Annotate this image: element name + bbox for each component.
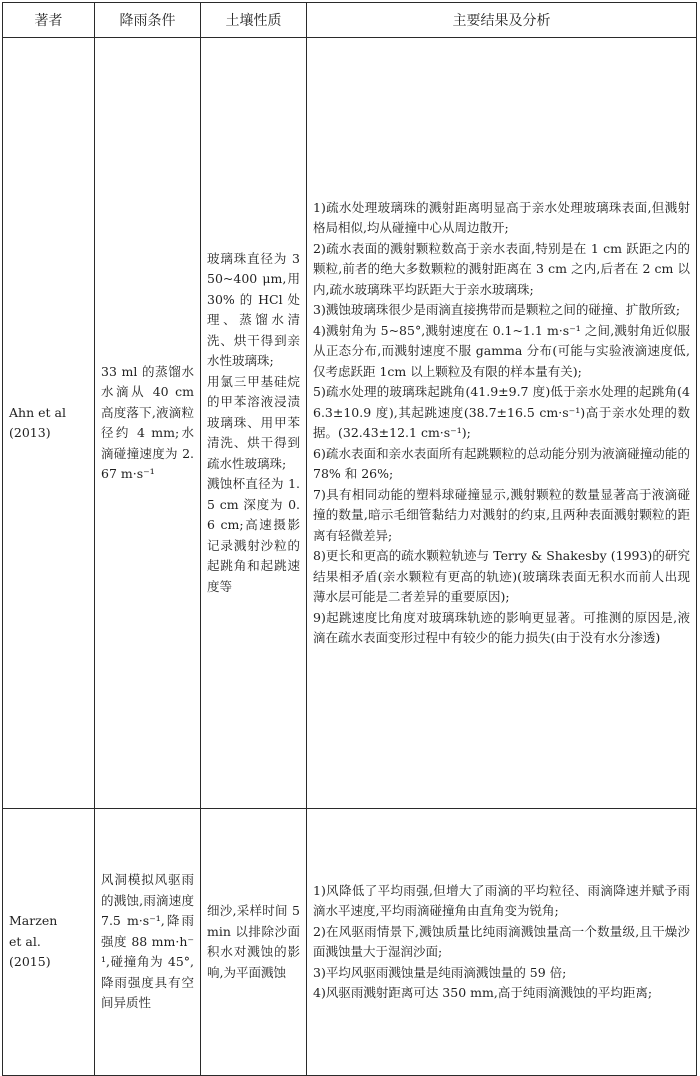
results-cell [307,38,697,809]
result-item: 9)起跳速度比角度对玻璃珠轨迹的影响更显著。可推测的原因是,液滴在疏水表面变形过程中有较少的能力损失(由于没有水分渗透) [313,609,690,645]
author-cell [3,809,95,1076]
header-rain-condition: 降雨条件 [95,3,201,38]
result-item: 1)疏水处理玻璃珠的溅射距离明显高于亲水处理玻璃珠表面,但溅射格局相似,均从碰撞中心从周边散开; [313,199,690,235]
rain-condition-cell [95,809,201,1076]
result-item: 5)疏水处理的玻璃珠起跳角(41.9±9.7 度)低于亲水处理的起跳角(46.3±10.9 度),其起跳速度(38.7±16.5 cm·s⁻¹)高于亲水处理的数据。(32.43±12.1 cm·s⁻¹); [313,384,690,440]
result-item: 2)疏水表面的溅射颗粒数高于亲水表面,特别是在 1 cm 跃距之内的颗粒,前者的绝大多数颗粒的溅射距离在 3 cm 之内,后者在 2 cm 以内,疏水玻璃珠平均跃距大于亲水玻璃珠; [313,240,690,297]
result-item: 3)溅蚀玻璃珠很少是雨滴直接携带而是颗粒之间的碰撞、扩散所致; [313,302,681,317]
result-item: 1)风降低了平均雨强,但增大了雨滴的平均粒径、雨滴降速并赋予雨滴水平速度,平均雨滴碰撞角由直角变为锐角; [313,882,690,918]
author-year: (2013) [9,425,51,440]
soil-properties-text: 用氯三甲基硅烷的甲苯溶液浸渍玻璃珠、用甲苯清洗、烘干得到疏水性玻璃珠; [207,373,300,471]
result-item: 6)疏水表面和亲水表面所有起跳颗粒的总动能分别为液滴碰撞动能的 78% 和 26%; [313,445,690,481]
result-item: 7)具有相同动能的塑料球碰撞显示,溅射颗粒的数量显著高于液滴碰撞的数量,暗示毛细管黏结力对溅射的约束,且两种表面溅射颗粒的距离有轻微差异; [313,486,690,543]
soil-properties-text: 溅蚀杯直径为 1.5 cm 深度为 0.6 cm;高速摄影记录溅射沙粒的起跳角和起跳速度等 [207,476,300,594]
results-cell [307,809,697,1076]
author-name: Marzen [9,913,58,929]
literature-table [2,2,697,1076]
soil-properties-text: 细沙,采样时间 5 min 以排除沙面积水对溅蚀的影响,为平面溅蚀 [207,903,300,980]
result-item: 2)在风驱雨情景下,溅蚀质量比纯雨滴溅蚀量高一个数量级,且干燥沙面溅蚀量大于湿润沙面; [313,923,690,959]
soil-properties-cell [201,38,307,809]
author-name: Ahn et al [9,404,66,420]
rain-condition-cell [95,38,201,809]
header-results: 主要结果及分析 [307,3,697,38]
result-item: 3)平均风驱雨溅蚀量是纯雨滴溅蚀量的 59 倍; [313,964,567,980]
table-header-row [3,3,697,38]
result-item: 4)溅射角为 5~85°,溅射速度在 0.1~1.1 m·s⁻¹ 之间,溅射角近似服从正态分布,而溅射速度不服 gamma 分布(可能与实验液滴速度低,仅考虑跃距 1cm 以上颗粒及有限的样本量有关); [313,322,690,379]
author-name: et al. [9,933,41,949]
soil-properties-text: 玻璃珠直径为 350~400 μm,用 30% 的 HCl 处理、蒸馏水清洗、烘干得到亲水性玻璃珠; [207,250,300,369]
rain-condition-text: 33 ml 的蒸馏水水滴从 40 cm 高度落下,液滴粒径约 4 mm;水滴碰撞速度为 2.67 m·s⁻¹ [101,363,194,481]
result-item: 4)风驱雨溅射距离可达 350 mm,高于纯雨滴溅蚀的平均距离; [313,985,653,1000]
header-author: 著者 [3,3,95,38]
table-row [3,38,697,809]
author-year: (2015) [9,954,51,970]
author-cell [3,38,95,809]
table-row [3,809,697,1076]
result-item: 8)更长和更高的疏水颗粒轨迹与 Terry & Shakesby (1993)的研究结果相矛盾(亲水颗粒有更高的轨迹)(玻璃珠表面无积水而前人出现薄水层可能是二者差异的重要原因); [313,548,690,604]
rain-condition-text: 风洞模拟风驱雨的溅蚀,雨滴速度 7.5 m·s⁻¹,降雨强度 88 mm·h⁻¹,碰撞角为 45°,降雨强度具有空间异质性 [101,872,194,1011]
soil-properties-cell [201,809,307,1076]
header-soil-properties: 土壤性质 [201,3,307,38]
